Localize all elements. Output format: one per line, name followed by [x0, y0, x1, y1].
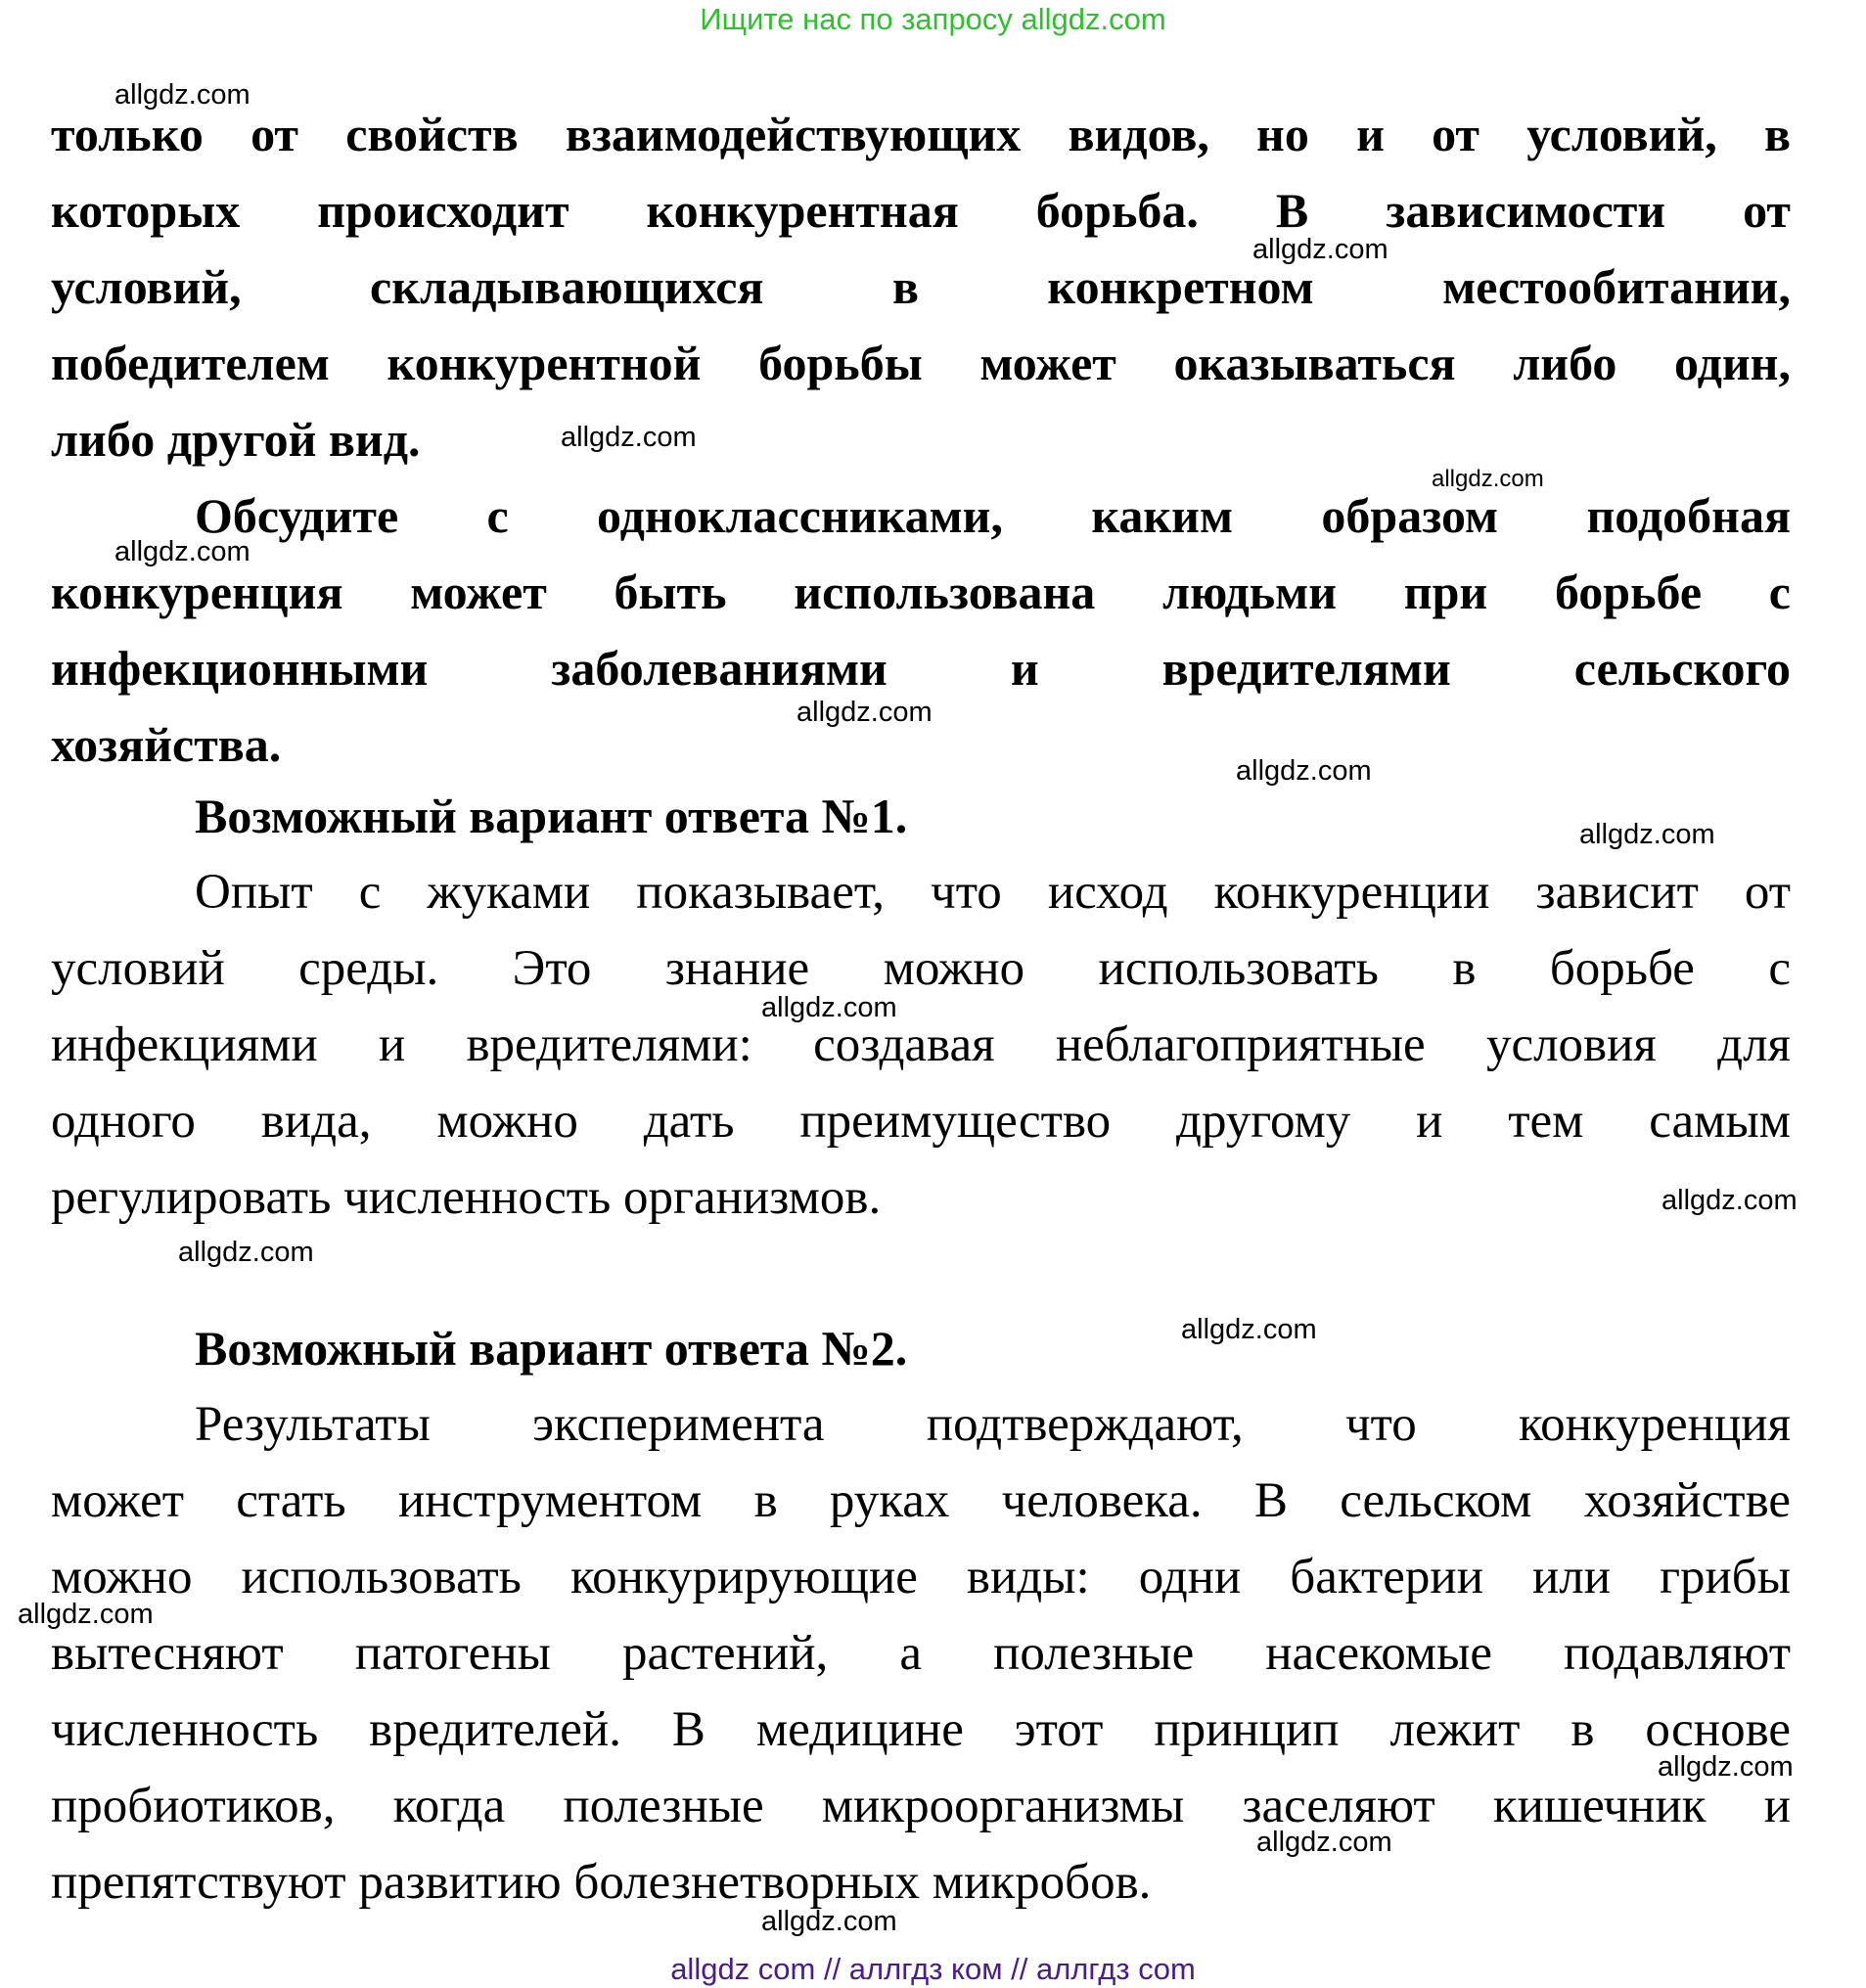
- text-line: препятствуют развитию болезнетворных микробов.: [51, 1855, 1152, 1910]
- answer-1-heading: Возможный вариант ответа №1.: [195, 789, 908, 843]
- watermark: allgdz.com: [1252, 234, 1388, 265]
- text-line: численность вредителей. В медицине этот принцип лежит в основе: [51, 1702, 1791, 1757]
- search-banner[interactable]: Ищите нас по запросу allgdz.com: [700, 2, 1166, 36]
- paragraph-question: [51, 477, 1791, 783]
- text-line: инфекциями и вредителями: создавая неблагоприятные условия для: [51, 1017, 1791, 1072]
- text-line: инфекционными заболеваниями и вредителями сельского: [51, 641, 1791, 696]
- watermark: allgdz.com: [1432, 466, 1544, 492]
- text-line: условий среды. Это знание можно использовать в борьбе с: [51, 941, 1791, 996]
- watermark: allgdz.com: [1658, 1751, 1794, 1783]
- answer-1-text: [51, 854, 1791, 1236]
- footer-links[interactable]: allgdz com // аллгдз ком // аллгдз com: [670, 1952, 1196, 1986]
- text-line: победителем конкурентной борьбы может оказываться либо один,: [51, 336, 1791, 390]
- text-line: может стать инструментом в руках человека. В сельском хозяйстве: [51, 1473, 1791, 1528]
- watermark: allgdz.com: [761, 1906, 897, 1937]
- text-line: можно использовать конкурирующие виды: одни бактерии или грибы: [51, 1550, 1791, 1604]
- watermark: allgdz.com: [1579, 819, 1715, 850]
- text-line: регулировать численность организмов.: [51, 1170, 882, 1225]
- text-line: только от свойств взаимодействующих видов, но и от условий, в: [51, 107, 1791, 161]
- text-line: условий, складывающихся в конкретном местообитании,: [51, 259, 1791, 314]
- text-line: которых происходит конкурентная борьба. В зависимости от: [51, 183, 1791, 238]
- text-line: одного вида, можно дать преимущество другому и тем самым: [51, 1094, 1791, 1149]
- watermark: allgdz.com: [114, 79, 250, 111]
- watermark: allgdz.com: [761, 992, 897, 1023]
- text-line: конкуренция может быть использована людьми при борьбе с: [51, 565, 1791, 619]
- watermark: allgdz.com: [114, 536, 250, 567]
- text-line: вытесняют патогены растений, а полезные насекомые подавляют: [51, 1626, 1791, 1681]
- watermark: allgdz.com: [796, 697, 933, 728]
- paragraph-intro: [51, 96, 1791, 477]
- text-line: Результаты эксперимента подтверждают, что конкуренция: [195, 1397, 1791, 1452]
- watermark: allgdz.com: [1181, 1314, 1317, 1345]
- watermark: allgdz.com: [561, 422, 697, 453]
- watermark: allgdz.com: [178, 1237, 314, 1268]
- watermark: allgdz.com: [1236, 755, 1372, 787]
- watermark: allgdz.com: [1661, 1185, 1798, 1216]
- watermark: allgdz.com: [18, 1599, 154, 1630]
- text-line: пробиотиков, когда полезные микроорганизмы заселяют кишечник и: [51, 1779, 1791, 1833]
- answer-2-heading: Возможный вариант ответа №2.: [195, 1321, 908, 1376]
- answer-2-text: [51, 1386, 1791, 1920]
- text-line: Опыт с жуками показывает, что исход конкуренции зависит от: [195, 865, 1791, 920]
- text-line: либо другой вид.: [51, 412, 421, 467]
- text-line: хозяйства.: [51, 717, 282, 772]
- text-line: Обсудите с одноклассниками, каким образом подобная: [195, 488, 1791, 543]
- watermark: allgdz.com: [1256, 1827, 1392, 1858]
